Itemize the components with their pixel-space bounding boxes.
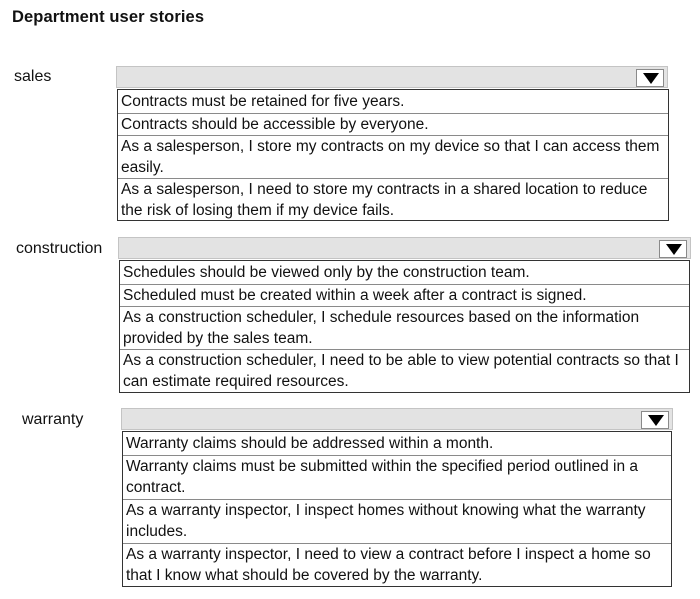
construction-option-3[interactable]: As a construction scheduler, I schedule resources based on the information provided by the sales team. bbox=[120, 306, 689, 349]
sales-option-2[interactable]: Contracts should be accessible by everyone. bbox=[118, 113, 668, 135]
sales-options-list bbox=[117, 89, 669, 221]
warranty-dropdown-arrow-button[interactable] bbox=[641, 411, 669, 429]
warranty-dropdown[interactable] bbox=[121, 408, 673, 430]
sales-label: sales bbox=[14, 68, 52, 85]
triangle-down-icon bbox=[643, 73, 659, 84]
sales-dropdown[interactable] bbox=[116, 66, 668, 88]
sales-option-4[interactable]: As a salesperson, I need to store my contracts in a shared location to reduce the risk of losing them if my device fails. bbox=[118, 178, 668, 220]
sales-option-1[interactable]: Contracts must be retained for five years. bbox=[121, 93, 405, 110]
construction-option-1[interactable]: Schedules should be viewed only by the construction team. bbox=[123, 264, 530, 281]
warranty-option-4[interactable]: As a warranty inspector, I need to view a contract before I inspect a home so that I know what should be covered by the warranty. bbox=[123, 543, 671, 586]
sales-option-3[interactable]: As a salesperson, I store my contracts on my device so that I can access them easily. bbox=[118, 135, 668, 178]
sales-dropdown-arrow-button[interactable] bbox=[636, 69, 664, 87]
page-title: Department user stories bbox=[12, 8, 205, 26]
construction-label: construction bbox=[16, 240, 103, 257]
warranty-options-list bbox=[122, 431, 672, 587]
warranty-option-2[interactable]: Warranty claims must be submitted within the specified period outlined in a contract. bbox=[123, 455, 671, 499]
warranty-label: warranty bbox=[22, 411, 84, 428]
construction-options-list bbox=[119, 260, 690, 393]
construction-dropdown[interactable] bbox=[118, 237, 691, 259]
triangle-down-icon bbox=[648, 415, 664, 426]
triangle-down-icon bbox=[666, 244, 682, 255]
construction-option-2[interactable]: Scheduled must be created within a week after a contract is signed. bbox=[120, 284, 689, 306]
construction-option-4[interactable]: As a construction scheduler, I need to be able to view potential contracts so that I can estimate required resources. bbox=[120, 349, 689, 392]
construction-dropdown-arrow-button[interactable] bbox=[659, 240, 687, 258]
warranty-option-1[interactable]: Warranty claims should be addressed within a month. bbox=[126, 435, 494, 452]
warranty-option-3[interactable]: As a warranty inspector, I inspect homes without knowing what the warranty includes. bbox=[123, 499, 671, 543]
